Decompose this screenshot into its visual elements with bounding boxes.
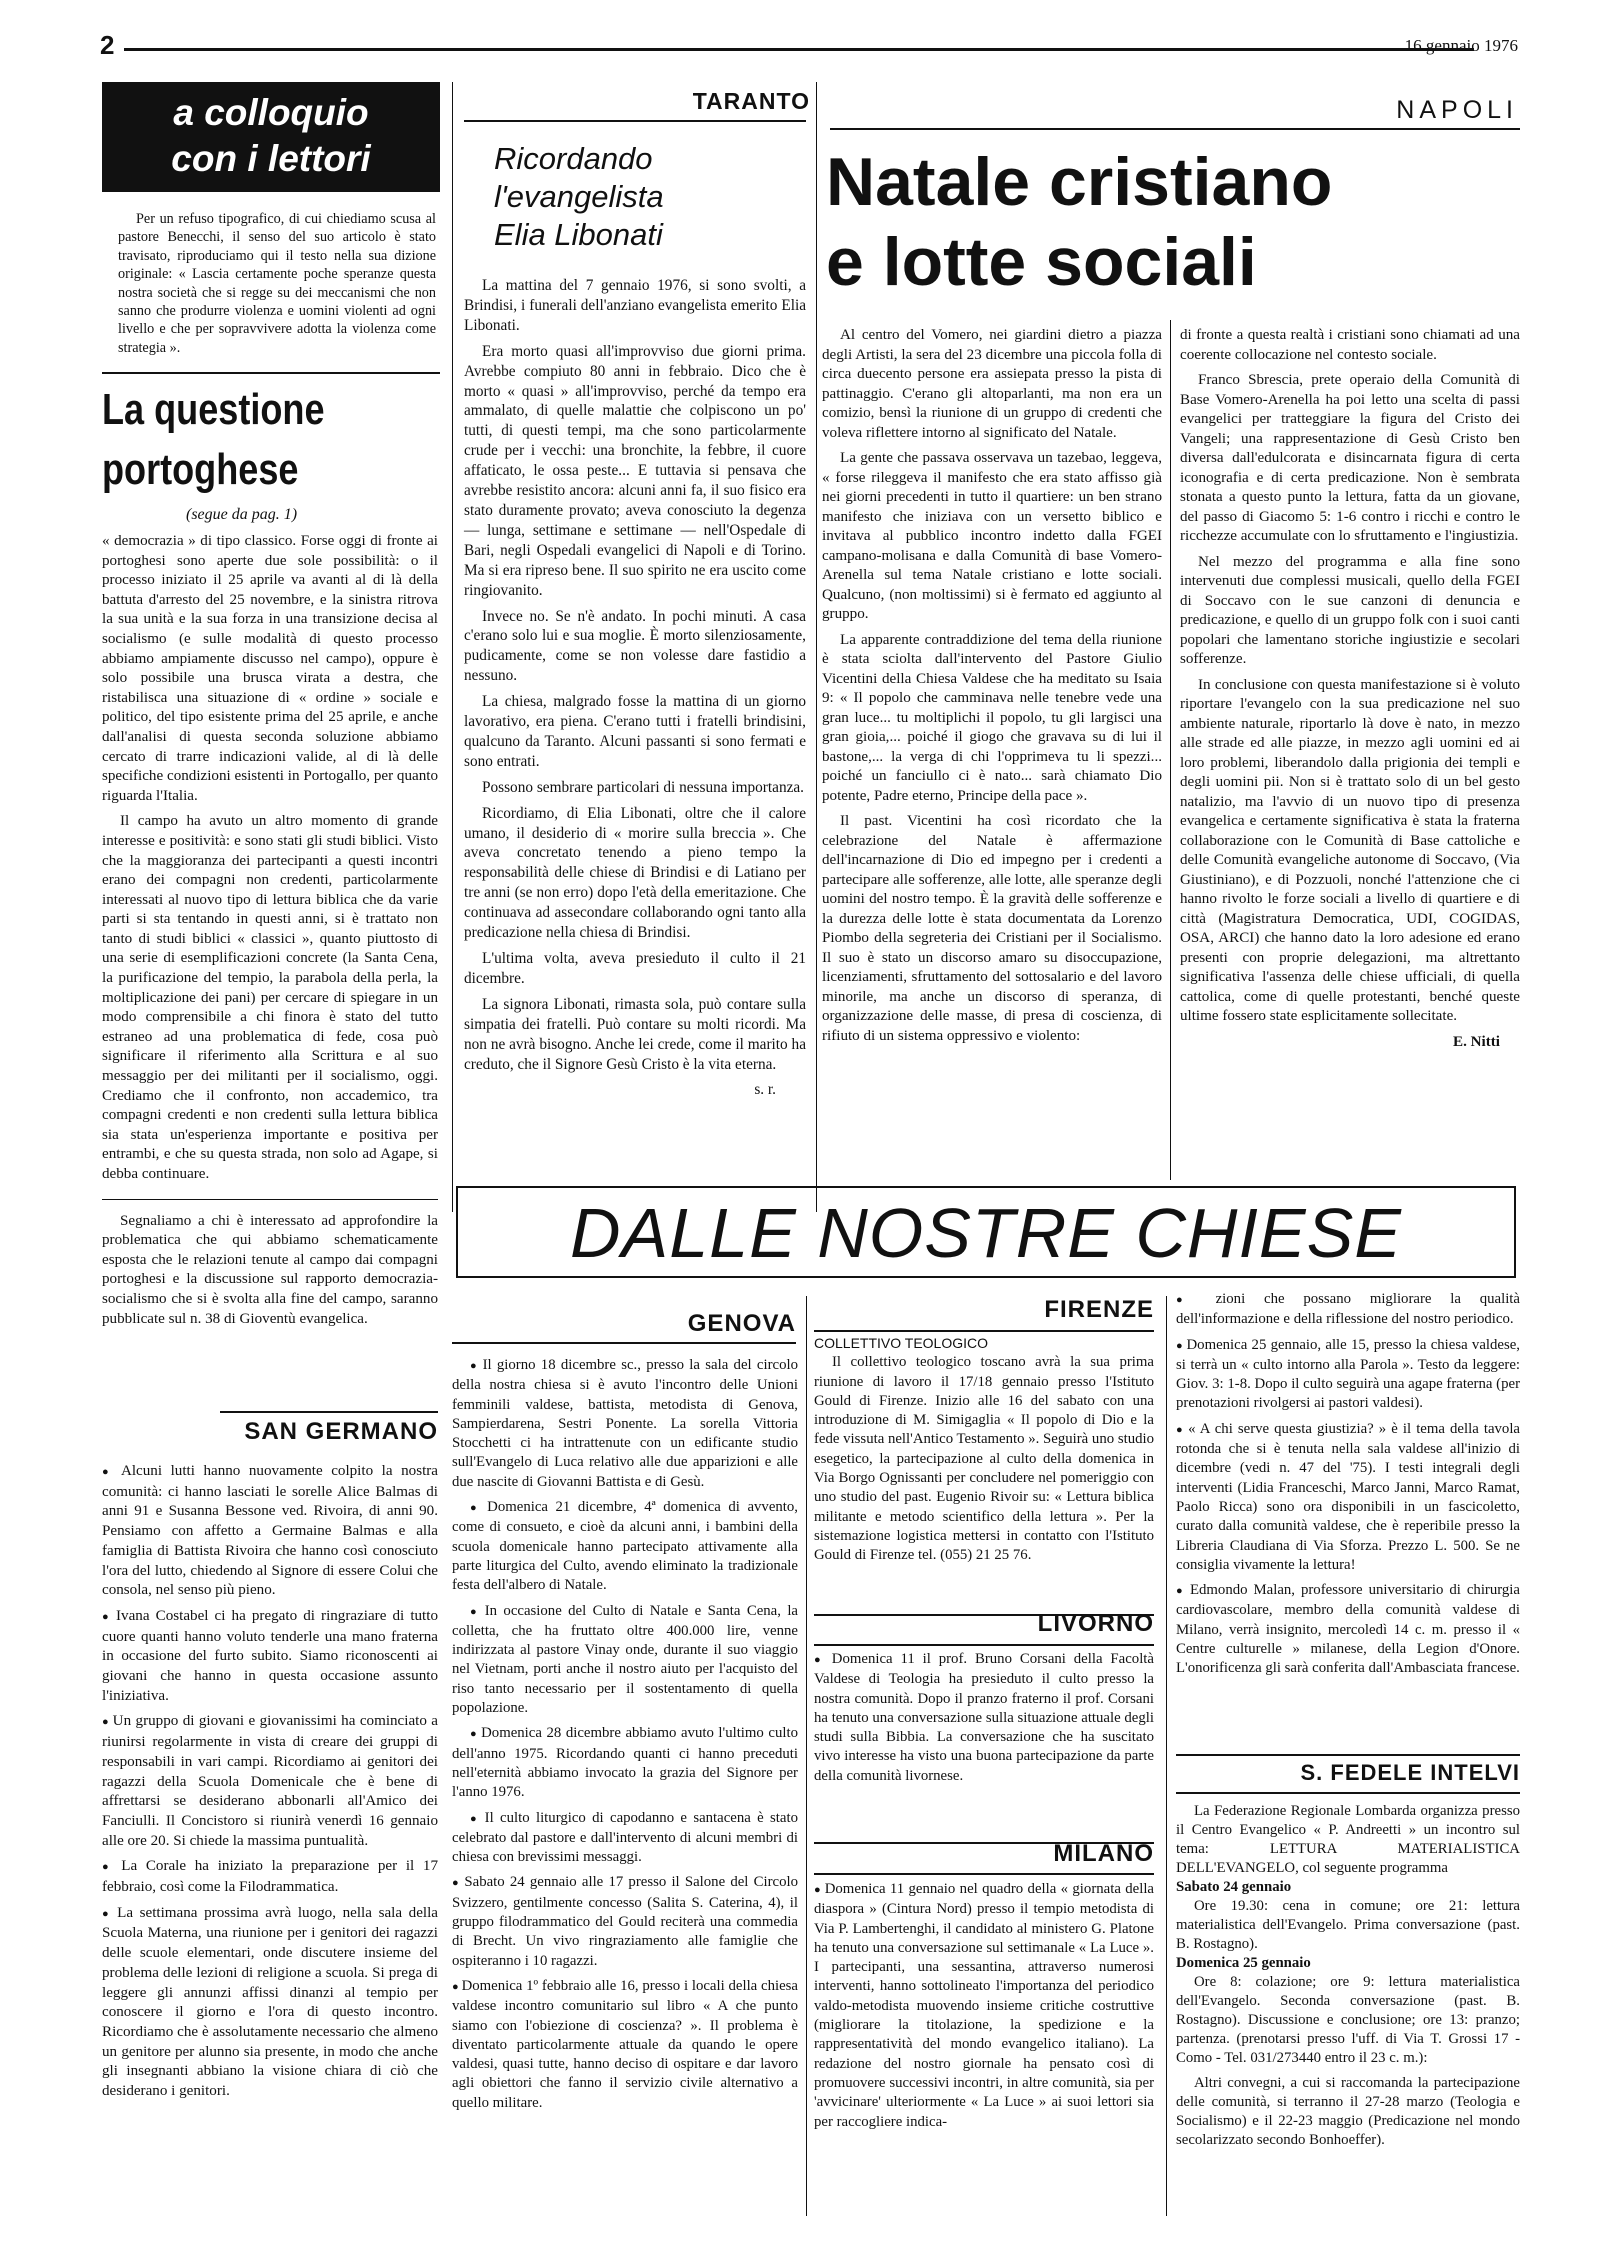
- intelvi-rule: [1176, 1792, 1520, 1794]
- dalle-nostre-chiese-banner: [456, 1186, 1516, 1278]
- milano-rule: [814, 1873, 1154, 1875]
- genova-paragraph: ● In occasione del Culto di Natale e Santa Cena, la colletta, che ha fruttato oltre 400.000 lire, venne indirizzata al pastore Vinay onde, durante il suo viaggio nel Vietnam, porti anche il nostro aiuto per l'acquisto del riso tanto necessario per il sostentamento di quella popolazione.: [452, 1602, 798, 1719]
- napoli-rule: [830, 128, 1520, 130]
- napoli-paragraph: Franco Sbrescia, prete operaio della Comunità di Base Vomero-Arenella ha poi letto una scelta di passi evangelici per tratteggiare la figura del Cristo dei Vangeli; una rappresentazione di Gesù Cristo ben diversa dall'edulcorata e disincarnata figura di certa iconografia e di certa predicazione. Non è sembrata stonata a questo punto la lettura, fatta da un giovane, del passo di Giacomo 5: 1-6 contro i ricchi e contro le ricchezze accumulate con lo sfruttamento e l'ingiustizia.: [1180, 372, 1520, 544]
- milano-item: ● Domenica 25 gennaio, alle 15, presso la chiesa valdese, si terrà un « culto intorno alla Parola ». Testo da leggere: Giov. 3: 1-8. Dopo il culto seguirà una agape fraterna (per prenotazioni rivolgersi ai pastori valdesi).: [1176, 1336, 1520, 1414]
- milano-item: ● Edmondo Malan, professore universitario di chirurgia cardiovascolare, membro della comunità valdese di Milano, verrà insignito, mercoledì 14 c. m. presso il « Centre culturelle » milanese, della Legion d'Onore. L'onorificenza gli sarà conferita dall'Ambasciata francese.: [1176, 1581, 1520, 1678]
- taranto-paragraph: La signora Libonati, rimasta sola, può contare sulla simpatia dei fratelli. Può contare su molti ricordi. Ma non ne avrà bisogno. Anche lei crede, come il marito ha creduto, che il Signore Gesù Cristo è la vita eterna.: [464, 995, 806, 1073]
- taranto-paragraph: L'ultima volta, aveva presieduto il culto il 21 dicembre.: [464, 950, 806, 987]
- napoli-paragraph: di fronte a questa realtà i cristiani sono chiamati ad una coerente collocazione nel contesto sociale.: [1180, 327, 1520, 363]
- genova-paragraph: ● Domenica 21 dicembre, 4ª domenica di avvento, come di consueto, e cioè da alcuni anni, i bambini della scuola domenicale hanno partecipato attivamente alla parte liturgica del Culto, avendo eliminato la tradizionale festa dell'albero di Natale.: [452, 1498, 798, 1595]
- intelvi-rule-top: [1176, 1754, 1520, 1756]
- firenze-rule: [814, 1330, 1154, 1332]
- san-germano-body: [102, 1462, 438, 2108]
- napoli-paragraph: Il past. Vicentini ha così ricordato che la celebrazione del Natale è affermazione dell'incarnazione di Dio ed impegno per i credenti a partecipare alle sofferenze, alle lotte, alle speranze degli uomini del nostro tempo. È la gravità delle sofferenze e la durezza delle lotte è stata documentata da Lorenzo Piombo della segreteria dei Cristiani per il Socialismo. Il suo è stato un discorso amaro su disoccupazione, licenziamenti, sfruttamento del sottosalario e del lavoro minorile, ma anche un discorso di speranza, di organizzazione delle masse, di presa di coscienza, di rifiuto di un sistema oppressivo e violento:: [822, 813, 1162, 1044]
- san-germano-rule: [220, 1411, 438, 1413]
- napoli-column-2: [1180, 326, 1520, 1052]
- intelvi-day2-text: Ore 8: colazione; ore 9: lettura materialistica dell'Evangelo. Seconda conversazione (past. B. Rostagno). Discussione e conclusione; ore 13: pranzo; partenza. (prenotarsi presso l'uff. di Via T. Grossi 17 - Como - Tel. 031/273440 entro il 23 c. m.):: [1176, 1974, 1520, 2066]
- questione-title-line1: La questione: [102, 385, 325, 434]
- milano-lead-text: zioni che possano migliorare la qualità dell'informazione e della riflessione del nostro periodico.: [1176, 1291, 1520, 1328]
- taranto-napoli-separator: [816, 82, 817, 1212]
- milano-body: [814, 1880, 1154, 2138]
- colloquio-notice: [118, 210, 436, 363]
- livorno-heading: LIVORNO: [1037, 1610, 1154, 1637]
- firenze-subheading: COLLETTIVO TEOLOGICO: [814, 1335, 989, 1351]
- genova-item: ● Sabato 24 gennaio alle 17 presso il Salone del Circolo Svizzero, gentilmente concesso (Salita S. Caterina, 4), il gruppo filodrammatico del Gould reciterà una commedia di Brecht. Un vivo ringraziamento alle famiglie che ospiteranno i 10 ragazzi.: [452, 1873, 798, 1970]
- napoli-signature: E. Nitti: [1453, 1033, 1500, 1050]
- napoli-column-separator: [1170, 320, 1171, 1180]
- questione-continued: (segue da pag. 1): [186, 506, 298, 523]
- milano-item: ● « A chi serve questa giustizia? » è il tema della tavola rotonda che si è tenuta nella sala valdese all'inizio di dicembre (vedi n. 47 del '75). I testi integrali degli interventi (Lidia Franceschi, Marco Janni, Marco Ramat, Paolo Ricca) sono ora disponibili in un fascicoletto, curato dalla comunità valdese, che è reperibile presso la Libreria Claudiana di Via Sforza. Prezzo L. 500. Se ne consiglia vivamente la lettura!: [1176, 1420, 1520, 1575]
- questione-paragraph: « democrazia » di tipo classico. Forse oggi di fronte ai portoghesi sono aperte due sole possibilità: o il processo iniziato il 25 aprile va avanti al di là della battuta d'arresto del 25 novembre, e la sinistra ritrova la sua unità e la sua forza in una transizione decisa al socialismo (e sulle modalità di questo processo abbiamo ampiamente discusso nel campo), oppure è solo possibile una brusca virata a destra, che ristabilisca una situazione di « ordine » sociale e politico, del tipo esistente prima del 25 aprile, e anche dall'analisi di questa seconda soluzione abbiamo cercato di trarre indicazioni valide, al di là delle specifiche condizioni esistenti in Portogallo, per quanto riguarda l'Italia.: [102, 533, 438, 804]
- napoli-paragraph: Al centro del Vomero, nei giardini dietro a piazza degli Artisti, la sera del 23 dicembre una piccola folla di circa duecento persone era assiepata presso la pista di pattinaggio. C'erano gli altoparlanti, ma non era un comizio, bensì la riunione di un gruppo di credenti che voleva riflettere intorno al significato del Natale.: [822, 327, 1162, 441]
- livorno-rule: [814, 1644, 1154, 1646]
- taranto-rule: [464, 120, 806, 122]
- taranto-body: [464, 276, 806, 1100]
- napoli-title-line1: Natale cristiano: [826, 144, 1333, 220]
- colloquio-banner-line2: con i lettori: [171, 138, 371, 179]
- napoli-title-line2: e lotte sociali: [826, 224, 1257, 300]
- page-number: 2: [100, 30, 115, 60]
- genova-firenze-separator: [806, 1296, 807, 2216]
- intelvi-outro: Altri convegni, a cui si raccomanda la partecipazione delle comunità, si terranno il 27-28 marzo (Teologia e Socialismo) e il 22-23 maggio (Predicazione nel mondo secolarizzato secondo Bonhoeffer).: [1176, 2075, 1520, 2148]
- napoli-paragraph: La gente che passava osservava un tazebao, leggeva, « forse rileggeva il manifesto che era stato affisso già nei giorni precedenti in tutto il quartiere: un ben strano manifesto che iniziava con un versetto biblico e invitava al pubblico incontro indetto dalla FGEI campano-molisana e dalla Comunità di base Vomero-Arenella sul tema Natale cristiano e lotte sociali. Qualcuno, (non moltissimi) si è fermato ed aggiunto al gruppo.: [822, 450, 1162, 622]
- genova-item: ● Domenica 1º febbraio alle 16, presso i locali della chiesa valdese incontro comunitario sul libro « A che punto siamo con l'obiezione di coscienza? ». Il problema è diventato particolarmente attuale da quando le opere valdesi, quasi tutte, hanno deciso di ospitare e dar lavoro agli obiettori che fanno il servizio civile alternativo a quello militare.: [452, 1977, 798, 2113]
- genova-body: [452, 1356, 798, 2119]
- questione-paragraph: Il campo ha avuto un altro momento di grande interesse e positività: e sono stati gli studi biblici. Visto che la maggioranza dei partecipanti a questi incontri erano dei compagni non credenti, particolarmente interessati al nuovo tipo di lettura biblica che da varie parti si sta tentando in questi anni, si è trattato non tanto di studi biblici « classici », quanto piuttosto di una serie di esemplificazioni concrete (la Santa Cena, la purificazione del tempio, la parabola della perla, la moltiplicazione dei pani) per cercare di spiegare in un modo comprensibile a chi finora è stato del tutto estraneo ad una problematica di fede, cosa può significare il riferimento alla Scrittura e al suo messaggio per dei militanti per il socialismo, oggi. Crediamo che il confronto, non accademico, tra compagni credenti e non credenti sulla lettura biblica sia stata un'esperienza importante e positiva per entrambi, e che su questa strada, non solo ad Agape, si debba continuare.: [102, 813, 438, 1182]
- colloquio-divider: [102, 372, 440, 374]
- napoli-paragraph: La apparente contraddizione del tema della riunione è stata sciolta dall'intervento del Pastore Giulio Vicentini della Chiesa Valdese che ha meditato su Isaia 9: « Il popolo che camminava nelle tenebre vede una gran luce... tu moltiplichi il popolo, tu gli largisci una gran gioia,... poiché il giogo che gravava su di lui il bastone,... la verga di chi l'opprimeva tu li spezzi... poiché un fanciullo ci è nato... sarà chiamato Dio potente, Padre eterno, Principe della pace ».: [822, 631, 1162, 804]
- taranto-paragraph: La mattina del 7 gennaio 1976, si sono svolti, a Brindisi, i funerali dell'anziano evangelista emerito Elia Libonati.: [464, 277, 806, 334]
- napoli-paragraph: Nel mezzo del programma e alla fine sono intervenuti due complessi musicali, quello della FGEI di Soccavo con le sue canzoni di denuncia e predicazione, e quello di un gruppo folk con i suoi canti popolari che lamentano storiche ingiustizie e secolari sofferenze.: [1180, 553, 1520, 667]
- genova-rule: [452, 1342, 796, 1344]
- colloquio-notice-text: Per un refuso tipografico, di cui chiediamo scusa al pastore Benecchi, il senso del suo articolo è stato travisato, riproduciamo qui il testo nella sua dizione originale: « Lascia certamente poche speranze questa nostra società che si regge su dei meccanismi che non sanno che produrre violenza e uomini violenti ad ogni livello e che per sopravvivere adotta la violenza come strategia ».: [118, 211, 436, 356]
- intelvi-day2: Domenica 25 gennaio: [1176, 1955, 1311, 1971]
- taranto-title-line3: Elia Libonati: [494, 217, 663, 252]
- intelvi-heading: S. FEDELE INTELVI: [1300, 1760, 1520, 1785]
- san-germano-item: ● La settimana prossima avrà luogo, nella sala della Scuola Materna, una riunione per i genitori dei ragazzi delle scuole elementari, onde discutere insieme del problema delle lezioni di religione a scuola. Si prega di leggere gli annunzi affissi dinanzi al tempio per conoscere il giorno e l'ora di questo incontro. Ricordiamo che è assolutamente necessario che almeno un genitore per alunno sia presente, in modo che anche gli insegnanti abbiano la visione chiara di ciò che desiderano i genitori.: [102, 1904, 438, 2102]
- napoli-title: [826, 142, 1332, 302]
- genova-paragraph: ● Il culto liturgico di capodanno e santacena è stato celebrato dal pastore e dall'intervento di alcuni membri di chiesa con brevissimi messaggi.: [452, 1809, 798, 1868]
- questione-title: [102, 380, 325, 500]
- san-germano-item: ● La Corale ha iniziato la preparazione per il 17 febbraio, così come la Filodrammatica.: [102, 1857, 438, 1897]
- colloquio-banner-line1: a colloquio: [173, 92, 369, 133]
- taranto-paragraph: Invece no. Se n'è andato. In pochi minuti. A casa c'erano solo lui e sua moglie. È morto silenziosamente, pudicamente, come se non volesse dare fastidio a nessuno.: [464, 607, 806, 685]
- questione-paragraph: Segnaliamo a chi è interessato ad approfondire la problematica che qui abbiamo schematicamente esposta che le relazioni tenute al campo dai compagni portoghesi e la discussione sul rapporto democrazia-socialismo che si è svolta alla fine del campo, saranno pubblicate sul n. 38 di Gioventù evangelica.: [102, 1212, 438, 1327]
- taranto-paragraph: La chiesa, malgrado fosse la mattina di un giorno lavorativo, era piena. C'erano tutti i fratelli brindisini, qualcuno da Taranto. Alcuni passanti si sono fermati e sono entrati.: [464, 693, 806, 770]
- genova-paragraph: ● Il giorno 18 dicembre sc., presso la sala del circolo della nostra chiesa si è avuto l'incontro delle Unioni femminili valdese, battista, metodista di Genova, Sampierdarena, Sestri Ponente. La sorella Vittoria Stocchetti ci ha intrattenute con un edificante studio sull'Evangelo di Luca relativo alle due apparizioni e alle due nascite di Giovanni Battista e di Gesù.: [452, 1356, 798, 1492]
- napoli-column-1: [822, 326, 1162, 1052]
- taranto-signature: s. r.: [754, 1081, 776, 1099]
- taranto-title-line2: l'evangelista: [494, 179, 664, 214]
- livorno-body: [814, 1650, 1154, 1792]
- intelvi-day1-text: Ore 19.30: cena in comune; ore 21: lettura materialistica dell'Evangelo. Prima conversazione (past. B. Rostagno).: [1176, 1898, 1520, 1952]
- san-germano-item: ● Ivana Costabel ci ha pregato di ringraziare di tutto cuore quanti hanno voluto tenderle una mano fraterna in occasione del furto subito. Siamo riconoscenti ai giovani che hanno in questa occasione assunto l'iniziativa.: [102, 1607, 438, 1707]
- san-germano-heading: SAN GERMANO: [244, 1418, 438, 1445]
- genova-paragraph: ● Domenica 28 dicembre abbiamo avuto l'ultimo culto dell'anno 1975. Ricordando quanti ci hanno preceduti nell'eternità abbiamo invocato la grazia del Signore per l'anno 1976.: [452, 1724, 798, 1802]
- colloquio-banner: [102, 82, 440, 192]
- taranto-title-line1: Ricordando: [494, 141, 653, 176]
- firenze-text: Il collettivo teologico toscano avrà la sua prima riunione di lavoro il 17/18 gennaio presso l'Istituto Gould di Firenze. Inizio alle 16 del sabato con una introduzione di M. Simigaglia « Il popolo di Dio e la fede vissuta nell'Antico Testamento ». Seguirà uno studio esegetico, la partecipazione al culto della domenica in Via Borgo Ognissanti per concludere nel pomeriggio con uno studio del past. Eugenio Rivoir su: « Lettura biblica militante e metodo scientifico della lettura ». Per la sistemazione logistica mettersi in contatto con l'Istituto Gould di Firenze tel. (055) 21 25 76.: [814, 1354, 1154, 1564]
- firenze-heading: FIRENZE: [1044, 1296, 1154, 1323]
- intelvi-day1: Sabato 24 gennaio: [1176, 1879, 1292, 1895]
- questione-title-line2: portoghese: [102, 445, 299, 494]
- left-column-separator: [452, 82, 453, 1212]
- milano-continued: [1176, 1290, 1520, 1685]
- san-germano-item: ● Alcuni lutti hanno nuovamente colpito la nostra comunità: ci hanno lasciati le sorelle Alice Balmas di anni 91 e Susanna Bessone ved. Rivoira, di anni 90. Pensiamo con affetto a Germaine Balmas e alla famiglia di Battista Rivoira che hanno così conosciuto l'ora del lutto, chiedendo al Signore di essere Colui che consola, nel senso più pieno.: [102, 1462, 438, 1601]
- taranto-paragraph: Era morto quasi all'improvviso due giorni prima. Avrebbe compiuto 80 anni in febbraio. Dico che è morto « quasi » all'improvviso, perché da tempo era ammalato, di quelle malattie che colpiscono un po' tutti, di questi tempi, ma che sono particolarmente crude per i vecchi: una bronchite, la febbre, il cuore affaticato, le ossa peste... E tuttavia si pensava che avrebbe resistito ancora: alcuni anni fa, il suo fisico era stato duramente provato; aveva conosciuto la degenza — lunga, settimane e settimane — nell'Ospedale di Bari, negli Ospedali evangelici di Napoli e di Torino. Ma si era ripreso bene. Il suo spirito ne era uscito come ringiovanito.: [464, 342, 806, 599]
- milano-text: ● Domenica 11 gennaio nel quadro della « giornata della diaspora » (Cintura Nord) presso il tempio metodista di Via P. Lambertenghi, il candidato al ministero G. Platone ha tenuto una conversazione sul settimanale « La Luce ». I partecipanti, una sessantina, attraverso numerosi interventi, hanno sottolineato l'importanza del periodico valdo-metodista muovendo insieme critiche costruttive (migliorare la titolazione, la spedizione e la rappresentatività del mondo evangelico italiano). La redazione del nostro giornale ha pensato così di promuovere successivi incontri, in altre comunità, sia per 'avvicinare' ulteriormente « La Luce » ai suoi lettori sia per raccogliere indica-: [814, 1880, 1154, 2132]
- san-germano-item: ● Un gruppo di giovani e giovanissimi ha cominciato a riunirsi regolarmente in vista di creare dei gruppi di responsabili in vari campi. Ricordiamo ai genitori dei ragazzi della Scuola Domenicale che è bene di affrettarsi se desiderano abbonarli all'Amico dei Fanciulli. Il Concistoro si riunirà venerdì 16 gennaio alle ore 20. Si chiede la massima puntualità.: [102, 1712, 438, 1851]
- questione-body: [102, 532, 438, 1335]
- milano-lead: [1176, 1290, 1520, 1330]
- taranto-paragraph: Possono sembrare particolari di nessuna importanza.: [482, 778, 804, 796]
- intelvi-body: [1176, 1802, 1520, 2156]
- taranto-heading: TARANTO: [692, 88, 810, 114]
- livorno-text: ● Domenica 11 il prof. Bruno Corsani della Facoltà Valdese di Teologia ha presieduto il culto presso la nostra comunità. Dopo il pranzo fraterno il prof. Corsani ha tenuto una conversazione sulla situazione attuale degli studi sulla Bibbia. La conversazione che ha suscitato vivo interesse ha visto una buona partecipazione da parte della comunità livornese.: [814, 1650, 1154, 1786]
- genova-heading: GENOVA: [687, 1310, 796, 1337]
- taranto-paragraph: Ricordiamo, di Elia Libonati, oltre che il calore umano, il desiderio di « morire sulla breccia ». Che aveva concretato tenendo a pieno tempo la responsabilità delle chiese di Brindisi e di Latiano per tre anni (se non erro) dopo l'età della emeritazione. Che continuava ad assecondare collaborando ogni tanto alla predicazione nella chiesa di Brindisi.: [464, 804, 806, 942]
- header-rule: [124, 48, 1474, 51]
- milano-heading: MILANO: [1053, 1840, 1154, 1867]
- issue-date: 16 gennaio 1976: [1404, 36, 1518, 55]
- taranto-title: [494, 140, 664, 254]
- firenze-milano-separator: [1166, 1296, 1167, 2216]
- intelvi-intro: La Federazione Regionale Lombarda organizza presso il Centro Evangelico « P. Andreetti » un incontro sul tema: LETTURA MATERIALISTICA DELL'EVANGELO, col seguente programma: [1176, 1803, 1520, 1876]
- firenze-body: [814, 1334, 1154, 1572]
- napoli-heading: NAPOLI: [1396, 96, 1518, 124]
- questione-divider: [102, 1199, 438, 1200]
- banner-title: DALLE NOSTRE CHIESE: [570, 1194, 1402, 1272]
- napoli-paragraph: In conclusione con questa manifestazione si è voluto riportare l'evangelo con la sua predicazione nel suo ambiente naturale, riportarlo là dove è nato, in mezzo alle strade ed alle piazze, in mezzo agli uomini ed ai loro problemi, liberandolo dalla prigionia dei templi e degli uomini pii. Non si è trattato solo di un bel gesto natalizio, ma l'avvio di un nuovo tipo di presenza evangelica e certamente significativa è stata la fraterna collaborazione con le Comunità di Base cattoliche e delle Comunità evangeliche autonome di Soccavo, (Via Giustiniano), e di Pozzuoli, nonché l'attenzione che ci hanno rivolto le forze sociali a livello di quartiere e di città (Magistratura Democratica, UDI, COGIDAS, OSA, ARCI) che hanno dato la loro adesione ed erano presenti con proprie delegazioni, ma altrettanto significativa l'assenza delle chiese ufficiali, di quella cattolica, come di quelle protestanti, benché queste ultime fossero state esplicitamente sollecitate.: [1180, 676, 1520, 1024]
